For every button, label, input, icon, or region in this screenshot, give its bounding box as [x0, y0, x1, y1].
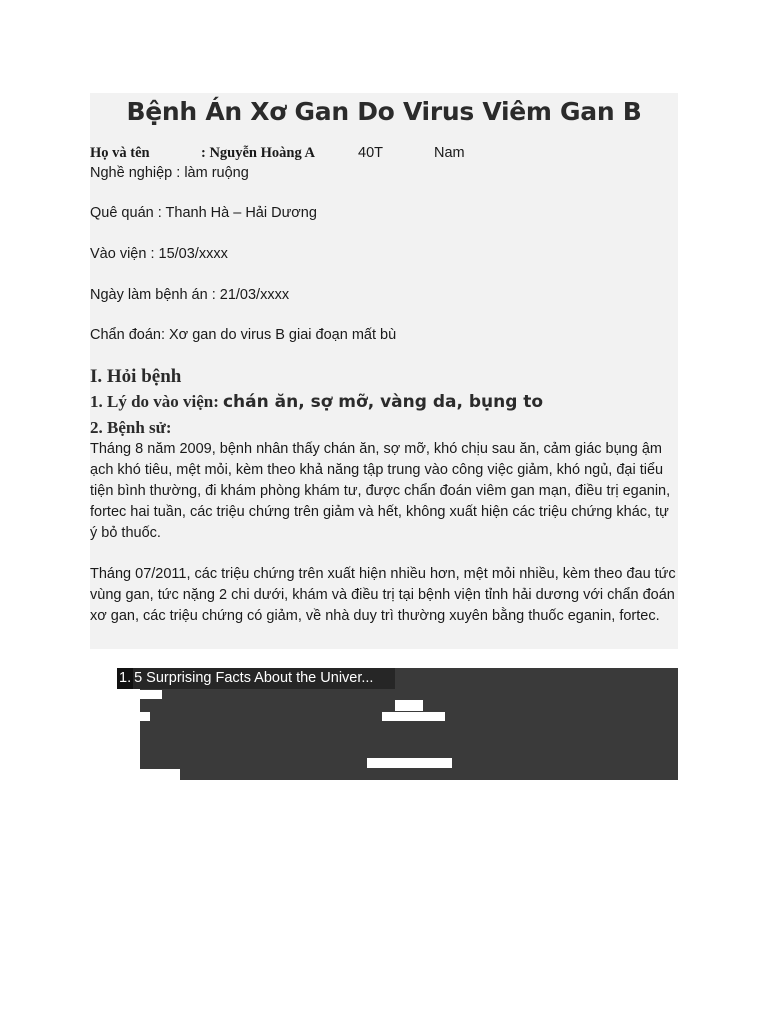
history-heading: 2. Bệnh sử: — [90, 418, 172, 437]
name-label: Họ và tên — [90, 145, 150, 161]
recommendation-number: 1. — [117, 668, 133, 689]
recommendation-title-text: 5 Surprising Facts About the Univer... — [134, 670, 374, 686]
age-value: 40T — [358, 145, 383, 161]
record-date-line: Ngày làm bệnh án : 21/03/xxxx — [90, 287, 290, 303]
job-line: Nghề nghiệp : làm ruộng — [90, 165, 249, 181]
patient-name-row — [90, 145, 465, 162]
reason-text: chán ăn, sợ mỡ, vàng da, bụng to — [222, 392, 544, 412]
redaction-block — [140, 690, 162, 699]
redaction-block — [140, 712, 150, 721]
section-heading: I. Hỏi bệnh — [90, 366, 182, 387]
redaction-block — [382, 712, 445, 721]
sex-value: Nam — [434, 145, 465, 161]
history-paragraph-2: Tháng 07/2011, các triệu chứng trên xuất hiện nhiều hơn, mệt mỏi nhiều, kèm theo đau tức vùng gan, tức nặng 2 chi dưới, khám và điều trị tại bệnh viện tỉnh hải dương với chẩn đoán xơ gan, các triệu chứng có giảm, về nhà duy trì thường xuyên bằng thuốc eganin, fortec. — [90, 566, 676, 624]
page-title: Bệnh Án Xơ Gan Do Virus Viêm Gan B — [126, 97, 642, 126]
hometown-line: Quê quán : Thanh Hà – Hải Dương — [90, 205, 317, 221]
diagnosis-line: Chẩn đoán: Xơ gan do virus B giai đoạn mất bù — [90, 327, 397, 343]
admission-line: Vào viện : 15/03/xxxx — [90, 246, 228, 262]
document-page — [90, 93, 678, 649]
redaction-block — [395, 700, 423, 711]
reason-row — [90, 392, 543, 412]
reason-label: 1. Lý do vào viện: — [90, 392, 219, 411]
redaction-block — [367, 758, 452, 768]
recommendation-title[interactable] — [117, 668, 395, 689]
redaction-block — [140, 769, 180, 780]
history-paragraph-1: Tháng 8 năm 2009, bệnh nhân thấy chán ăn, sợ mỡ, khó chịu sau ăn, cảm giác bụng ậm ạch khó tiêu, mệt mỏi, kèm theo khả năng tập trung vào công việc giảm, khó ngủ, đại tiểu tiện bình thường, đi khám phòng khám tư, được chẩn đoán viêm gan mạn, điều trị eganin, fortec hai tuần, các triệu chứng trên giảm và hết, không xuất hiện các triệu chứng khác, tự ý bỏ thuốc. — [90, 441, 671, 541]
name-value: : Nguyễn Hoàng A — [201, 145, 316, 161]
